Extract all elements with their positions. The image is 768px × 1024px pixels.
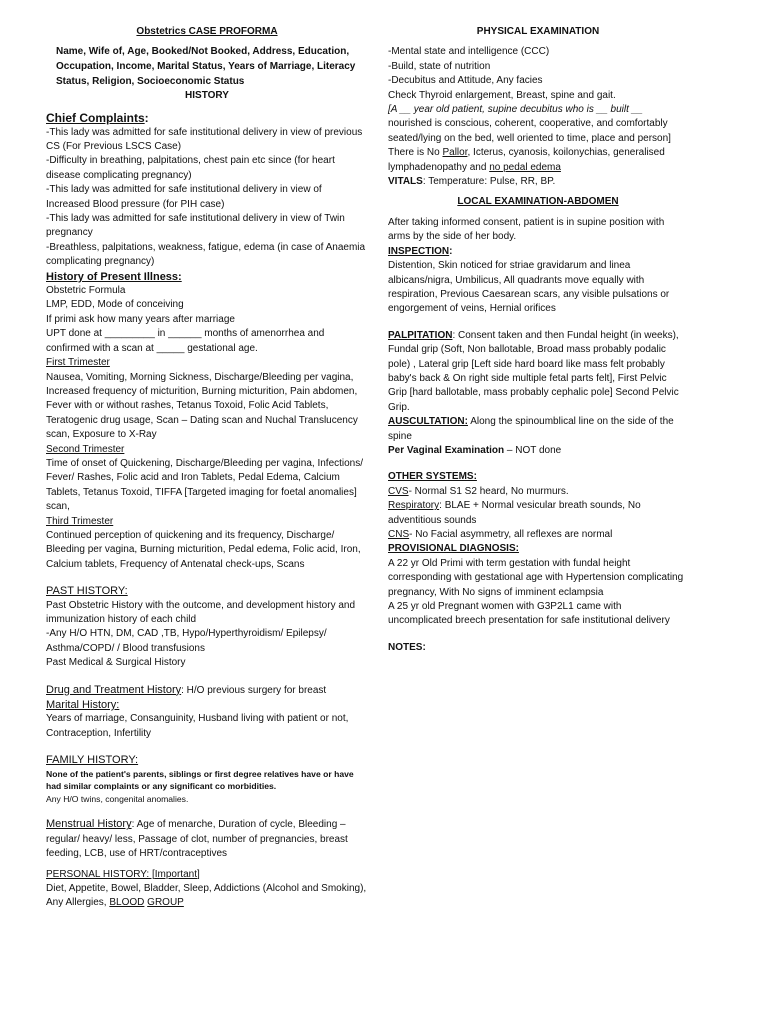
chief-complaint-1: -This lady was admitted for safe institutional delivery in view of previous CS (For Previous LSCS Case): [46, 126, 363, 152]
pv-exam: Per Vaginal Examination – NOT done: [388, 444, 562, 456]
family-history-text: None of the patient's parents, siblings or first degree relatives have or have had similar complaints or any significant co morbidities.: [46, 768, 354, 792]
cns-finding: CNS- No Facial asymmetry, all reflexes are normal: [388, 529, 613, 540]
other-systems-heading: OTHER SYSTEMS:: [388, 471, 477, 483]
palpation: PALPITATION: Consent taken and then Fundal height (in weeks), Fundal grip (Soft, Non ballotable, Broad mass probably podalic pole) , Lateral grip [Left side hard board like mass felt probably baby's back & On right side multiple fetal parts felt], First Pelvic Grip [hard ballotable, mass probably cephalic pole] Second Pelvic Grip.: [388, 329, 679, 413]
exam-item-2: -Build, state of nutrition: [388, 60, 491, 72]
marital-history-heading: Marital History:: [46, 699, 120, 712]
respiratory-finding: Respiratory: BLAE + Normal vesicular breath sounds, No adventitious sounds: [388, 500, 641, 526]
hpi-item-4: UPT done at _________ in ______ months of amenorrhea and confirmed with a scan at _____ gestational age.: [46, 328, 325, 354]
provisional-diagnosis-1: A 22 yr Old Primi with term gestation with fundal height corresponding with gestational age with Hypertension complicating pregnancy, With No signs of imminent eclampsia: [388, 557, 684, 598]
chief-complaints-heading: Chief Complaints:: [46, 110, 149, 125]
family-history-twins: Any H/O twins, congenital anomalies.: [46, 793, 189, 804]
third-trimester-text: Continued perception of quickening and its frequency, Discharge/ Bleeding per vagina, Burning micturition, Pedal edema, Folic acid, Iron, Calcium tablets, Frequency of Antenatal check-ups, Scans: [46, 529, 361, 570]
provisional-diagnosis-2: A 25 yr old Pregnant women with G3P2L1 came with uncomplicated breech presentation for safe institutional delivery: [388, 601, 670, 627]
auscultation: AUSCULTATION: Along the spinoumblical line on the side of the spine: [388, 416, 674, 442]
exam-item-1: -Mental state and intelligence (CCC): [388, 46, 550, 58]
general-exam-template: [A __ year old patient, supine decubitus who is __ built __ nourished is conscious, coherent, cooperative, and comfortably seated/lying on the bed, well oriented to time, place and person]: [388, 104, 671, 144]
provisional-diagnosis-heading: PROVISIONAL DIAGNOSIS:: [388, 543, 519, 555]
marital-history-text: Years of marriage, Consanguinity, Husband living with patient or not, Contraception, Infertility: [46, 713, 349, 739]
right-column: [388, 25, 688, 655]
local-exam-heading: LOCAL EXAMINATION-ABDOMEN: [457, 196, 619, 208]
inspection-text: Distention, Skin noticed for striae gravidarum and linea albicans/nigra, Umbilicus, All quadrants move equally with respiration, Previous Caesarean scars, any visible pulsations or engorgement of veins, Hernial orifices: [388, 260, 670, 315]
hpi-item-3: If primi ask how many years after marriage: [46, 313, 235, 325]
chief-complaint-4: -This lady was admitted for safe institutional delivery in view of Twin pregnancy: [46, 213, 345, 239]
notes-heading: NOTES:: [388, 641, 426, 653]
personal-history-heading: PERSONAL HISTORY: [Important]: [46, 868, 200, 880]
third-trimester-heading: Third Trimester: [46, 515, 114, 527]
proforma-title: Obstetrics CASE PROFORMA: [136, 26, 278, 37]
past-history-heading: PAST HISTORY:: [46, 585, 128, 598]
first-trimester-heading: First Trimester: [46, 357, 110, 369]
physical-exam-title: PHYSICAL EXAMINATION: [476, 26, 600, 37]
family-history-heading: FAMILY HISTORY:: [46, 754, 139, 767]
past-history-item-3: Past Medical & Surgical History: [46, 657, 186, 669]
exam-item-3: -Decubitus and Attitude, Any facies: [388, 75, 543, 87]
hpi-item-1: Obstetric Formula: [46, 285, 126, 297]
chief-complaint-3: -This lady was admitted for safe institutional delivery in view of Increased Blood pressure (for PIH case): [46, 184, 322, 210]
second-trimester-text: Time of onset of Quickening, Discharge/Bleeding per vagina, Infections/ Fever/ Rashes, Folic acid and Iron Tablets, Pedal Edema, Calcium Tablets, Tetanus Toxoid, TIFFA [Targeted imaging for foetal anomalies] scan,: [46, 457, 364, 513]
personal-history-text: Diet, Appetite, Bowel, Bladder, Sleep, Addictions (Alcohol and Smoking), Any Allergies, BLOOD GROUP: [46, 883, 367, 909]
past-history-item-2: -Any H/O HTN, DM, CAD ,TB, Hypo/Hyperthyroidism/ Epilepsy/ Asthma/COPD/ / Blood transfusions: [46, 628, 327, 654]
history-heading: HISTORY: [185, 90, 229, 102]
past-history-item-1: Past Obstetric History with the outcome, and development history and immunization history of each child: [46, 599, 356, 625]
general-findings: There is No Pallor, Icterus, cyanosis, koilonychias, generalised lymphadenopathy and no pedal edema: [388, 147, 665, 173]
drug-history: Drug and Treatment History: H/O previous surgery for breast: [46, 683, 327, 696]
menstrual-history: Menstrual History: Age of menarche, Duration of cycle, Bleeding – regular/ heavy/ less, Passage of clot, number of pregnancies, breast feeding, LCB, use of HRT/contraceptives: [46, 818, 348, 860]
inspection-heading: INSPECTION:: [388, 245, 453, 257]
hpi-item-2: LMP, EDD, Mode of conceiving: [46, 299, 184, 311]
local-exam-intro: After taking informed consent, patient is in supine position with arms by the side of her body.: [388, 216, 665, 243]
chief-complaint-2: -Difficulty in breathing, palpitations, chest pain etc since (for heart disease complicating pregnancy): [46, 155, 335, 181]
left-column: [46, 25, 368, 911]
patient-details-list: Name, Wife of, Age, Booked/Not Booked, Address, Education, Occupation, Income, Marital Status, Years of Marriage, Literacy Status, Religion, Socioeconomic Status: [56, 46, 356, 87]
chief-complaint-5: -Breathless, palpitations, weakness, fatigue, edema (in case of Anaemia complicating pregnancy): [46, 241, 366, 268]
second-trimester-heading: Second Trimester: [46, 443, 125, 455]
vitals: VITALS: Temperature: Pulse, RR, BP.: [388, 176, 556, 188]
hpi-heading: History of Present Illness:: [46, 270, 182, 283]
first-trimester-text: Nausea, Vomiting, Morning Sickness, Discharge/Bleeding per vagina, Increased frequency of micturition, Burning micturition, Pain abdomen, Fever with or without rashes, Tetanus Toxoid, Folic Acid Tablets, Teratogenic drug usage, Scan – Dating scan and Nuchal Translucency scan, Exposure to X-Ray: [46, 371, 358, 441]
exam-item-4: Check Thyroid enlargement, Breast, spine and gait.: [388, 89, 616, 101]
cvs-finding: CVS- Normal S1 S2 heard, No murmurs.: [388, 485, 569, 497]
